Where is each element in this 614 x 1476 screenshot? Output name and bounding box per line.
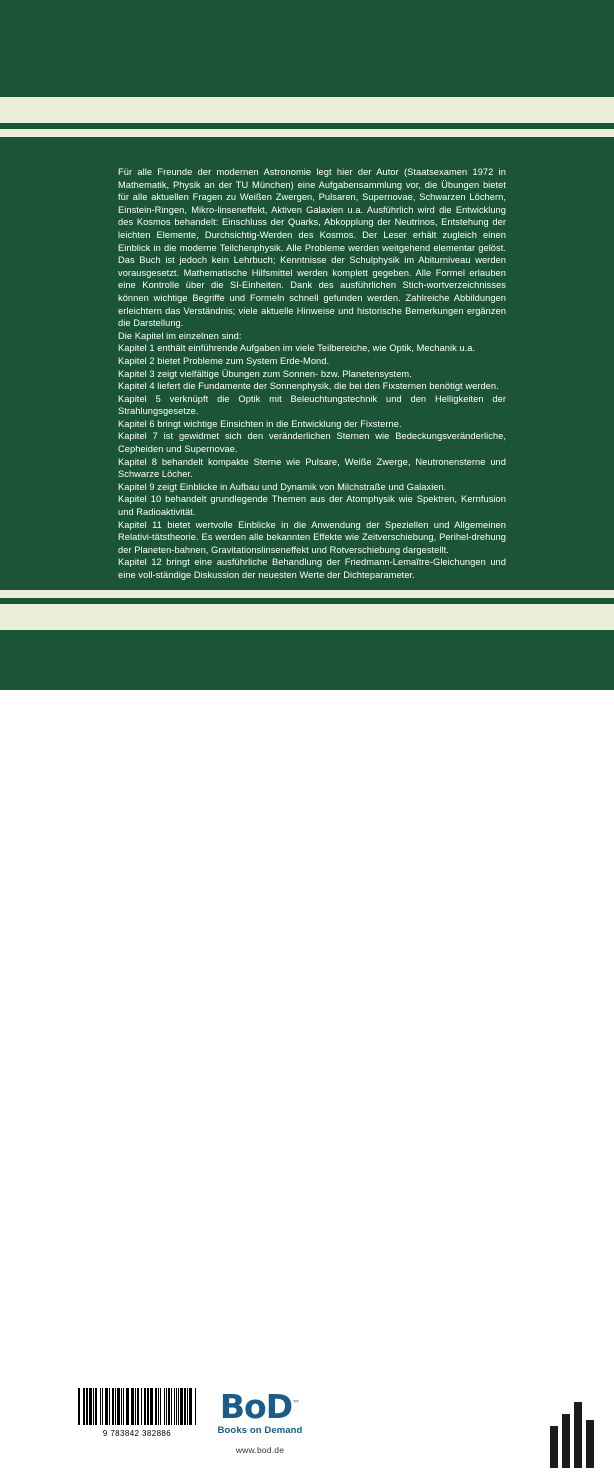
publisher-logo-mark xyxy=(220,1387,300,1424)
publisher-logo-text: BoD xyxy=(219,1387,293,1426)
publisher-tagline: Books on Demand xyxy=(217,1425,303,1436)
decorative-band-top-1 xyxy=(0,97,614,123)
blurb-paragraph: Kapitel 8 behandelt kompakte Sterne wie Pulsare, Weiße Zwerge, Neutronensterne und Schwarze Löcher. xyxy=(118,456,506,480)
blurb-paragraph: Kapitel 9 zeigt Einblicke in Aufbau und Dynamik von Milchstraße und Galaxien. xyxy=(118,481,447,492)
cover-footer xyxy=(0,690,614,1455)
publisher-url: www.bod.de xyxy=(235,1445,285,1455)
blurb-paragraph: Kapitel 3 zeigt vielfältige Übungen zum Sonnen- bzw. Planetensystem. xyxy=(118,368,412,379)
decorative-band-bottom-2 xyxy=(0,604,614,630)
blurb-paragraph: Kapitel 4 liefert die Fundamente der Sonnenphysik, die bei den Fixsternen benötigt werden. xyxy=(118,381,499,392)
publisher-logo xyxy=(200,1387,320,1455)
trademark-symbol: ™ xyxy=(292,1399,301,1408)
blurb-paragraph: Kapitel 1 enthält einführende Aufgaben im viele Teilbereiche, wie Optik, Mechanik u.a. xyxy=(118,343,476,354)
blurb-paragraph: Kapitel 10 behandelt grundlegende Themen aus der Atomphysik wie Spektren, Kernfusion und Radioaktivität. xyxy=(118,494,506,518)
barcode-bars xyxy=(78,1388,196,1425)
blurb-paragraph: Kapitel 2 bietet Probleme zum System Erde-Mond. xyxy=(118,355,330,366)
blurb-paragraph: Kapitel 11 bietet wertvolle Einblicke in die Anwendung der Speziellen und Allgemeinen Relativi-tätstheorie. Es werden alle bekannten Effekte wie Zeitverschiebung, Perihel-drehung der Planeten-bahnen, Gravitationslinseneffekt und Rotverschiebung dargestellt. xyxy=(118,519,506,555)
publisher-emblem-icon xyxy=(546,1396,600,1476)
blurb-paragraph: Die Kapitel im einzelnen sind: xyxy=(118,330,242,341)
decorative-band-top-2 xyxy=(0,129,614,137)
blurb-paragraph: Kapitel 6 bringt wichtige Einsichten in die Entwicklung der Fixsterne. xyxy=(118,418,402,429)
barcode-number: 9 783842 382886 xyxy=(102,1429,172,1438)
blurb-paragraph: Kapitel 5 verknüpft die Optik mit Beleuchtungstechnik und den Helligkeiten der Strahlungsgesetze. xyxy=(118,393,506,417)
blurb-text xyxy=(118,166,506,582)
blurb-paragraph: Kapitel 7 ist gewidmet sich den veränderlichen Sternen wie Bedeckungsveränderliche, Cepheiden und Supernovae. xyxy=(118,431,506,455)
blurb-paragraph: Für alle Freunde der modernen Astronomie legt hier der Autor (Staatsexamen 1972 in Mathematik, Physik an der TU München) eine Aufgabensammlung vor, die Übungen bietet für alle aktuellen Fragen zu Weißen Zwergen, Pulsaren, Supernovae, Schwarzen Löchern, Einstein-Ringen, Mikro-linseneffekt, Aktiven Galaxien u.a. Ausführlich wird die Entwicklung des Kosmos behandelt: Einschluss der Quarks, Abkopplung der Neutrinos, Entstehung der leichten Elemente, Durchsichtig-Werden des Kosmos. Der Leser erhält zugleich einen Einblick in die moderne Teilchenphysik. Alle Probleme werden weitgehend elementar gelöst. Das Buch ist jedoch kein Lehrbuch; Kenntnisse der Schulphysik im Abiturniveau werden vorausgesetzt. Mathematische Hilfsmittel werden komplett gegeben. Alle Formel erlauben eine Kontrolle über die SI-Einheiten. Dank des ausführlichen Stich-wortverzeichnisses können wichtige Begriffe und Formeln schnell gefunden werden. Zahlreiche Abbildungen erleichtern das Verständnis; viele aktuelle Hinweise und historische Bemerkungen ergänzen die Darstellung. xyxy=(118,167,506,329)
decorative-band-bottom-1 xyxy=(0,590,614,598)
blurb-paragraph: Kapitel 12 bringt eine ausführliche Behandlung der Friedmann-Lemaître-Gleichungen und eine voll-ständige Diskussion der neuesten Werte der Dichteparameter. xyxy=(118,557,506,580)
barcode xyxy=(78,1388,196,1438)
